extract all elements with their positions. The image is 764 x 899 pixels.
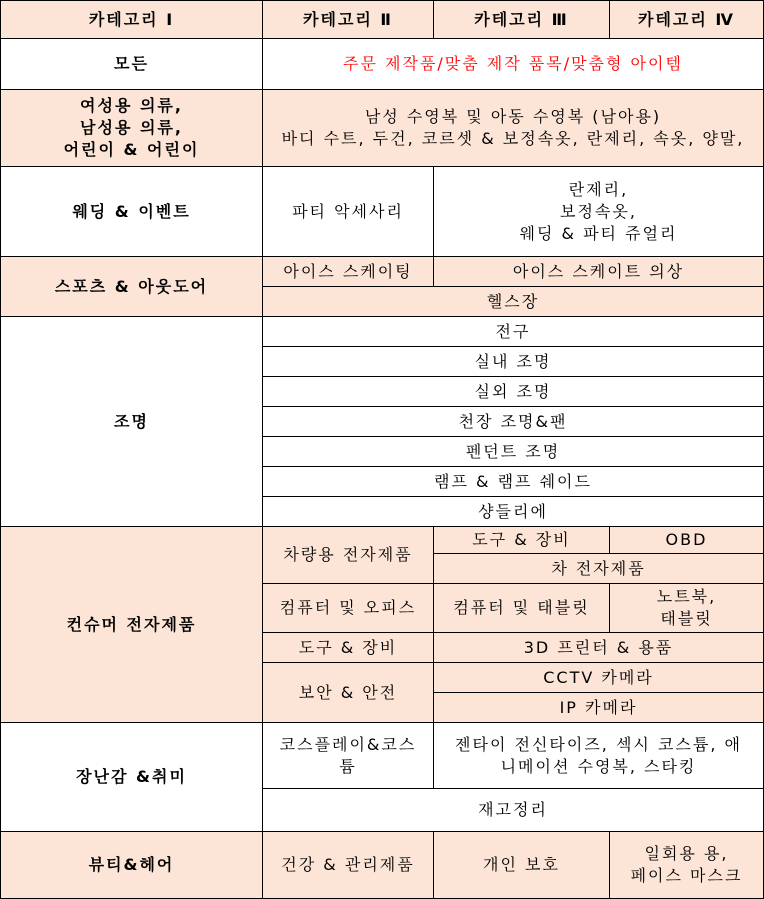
party-accessories: 파티 악세사리 — [263, 167, 434, 257]
row-sports-1 — [1, 257, 764, 287]
laptop-tablet: 노트북, 태블릿 — [610, 584, 764, 633]
computer-tablet: 컴퓨터 및 태블릿 — [434, 584, 610, 633]
header-cat3: 카테고리 Ⅲ — [434, 1, 610, 39]
obd: OBD — [610, 527, 764, 554]
row-beauty — [1, 832, 764, 899]
header-cat1: 카테고리 Ⅰ — [1, 1, 263, 39]
row-toys-1 — [1, 723, 764, 789]
row-apparel — [1, 90, 764, 167]
cat1-toys: 장난감 &취미 — [1, 723, 263, 832]
cat1-sports: 스포츠 & 아웃도어 — [1, 257, 263, 317]
3d-printer: 3D 프린터 & 용품 — [434, 633, 764, 663]
cosplay-items: 젠타이 전신타이즈, 섹시 코스튬, 애 니메이션 수영복, 스타킹 — [434, 723, 764, 789]
header-cat4: 카테고리 Ⅳ — [610, 1, 764, 39]
gym: 헬스장 — [263, 287, 764, 317]
lighting-item: 천장 조명&팬 — [263, 407, 764, 437]
cosplay: 코스플레이&코스 튬 — [263, 723, 434, 789]
inventory-clearance: 재고정리 — [263, 789, 764, 832]
computer-office: 컴퓨터 및 오피스 — [263, 584, 434, 633]
car-electronics: 차 전자제품 — [434, 554, 764, 584]
lighting-item: 전구 — [263, 317, 764, 347]
cat1-all: 모든 — [1, 39, 263, 90]
cat1-electronics: 컨슈머 전자제품 — [1, 527, 263, 723]
row-elec-1 — [1, 527, 764, 554]
apparel-items: 남성 수영복 및 아동 수영복 (남아용) 바디 수트, 두건, 코르셋 & 보정속옷, 란제리, 속옷, 양말, — [263, 90, 764, 167]
cctv-camera: CCTV 카메라 — [434, 663, 764, 693]
row-wedding — [1, 167, 764, 257]
cat1-wedding: 웨딩 & 이벤트 — [1, 167, 263, 257]
ice-skate-costume: 아이스 스케이트 의상 — [434, 257, 764, 287]
cat1-lighting: 조명 — [1, 317, 263, 527]
lighting-item: 실내 조명 — [263, 347, 764, 377]
health-care: 건강 & 관리제품 — [263, 832, 434, 899]
vehicle-tools: 도구 & 장비 — [434, 527, 610, 554]
personal-protection: 개인 보호 — [434, 832, 610, 899]
ip-camera: IP 카메라 — [434, 693, 764, 723]
header-row — [1, 1, 764, 39]
cat1-apparel: 여성용 의류, 남성용 의류, 어린이 & 어린이 — [1, 90, 263, 167]
lighting-item: 실외 조명 — [263, 377, 764, 407]
lighting-item: 펜던트 조명 — [263, 437, 764, 467]
header-cat2: 카테고리 Ⅱ — [263, 1, 434, 39]
custom-items: 주문 제작품/맞춤 제작 품목/맞춤형 아이템 — [263, 39, 764, 90]
security-safety: 보안 & 안전 — [263, 663, 434, 723]
lighting-item: 샹들리에 — [263, 497, 764, 527]
cat1-beauty: 뷰티&헤어 — [1, 832, 263, 899]
wedding-items: 란제리, 보정속옷, 웨딩 & 파티 쥬얼리 — [434, 167, 764, 257]
disposable-mask: 일회용 용, 페이스 마스크 — [610, 832, 764, 899]
row-all — [1, 39, 764, 90]
tools-equipment: 도구 & 장비 — [263, 633, 434, 663]
ice-skating: 아이스 스케이팅 — [263, 257, 434, 287]
row-lighting-1 — [1, 317, 764, 347]
lighting-item: 램프 & 램프 쉐이드 — [263, 467, 764, 497]
vehicle-electronics: 차량용 전자제품 — [263, 527, 434, 584]
